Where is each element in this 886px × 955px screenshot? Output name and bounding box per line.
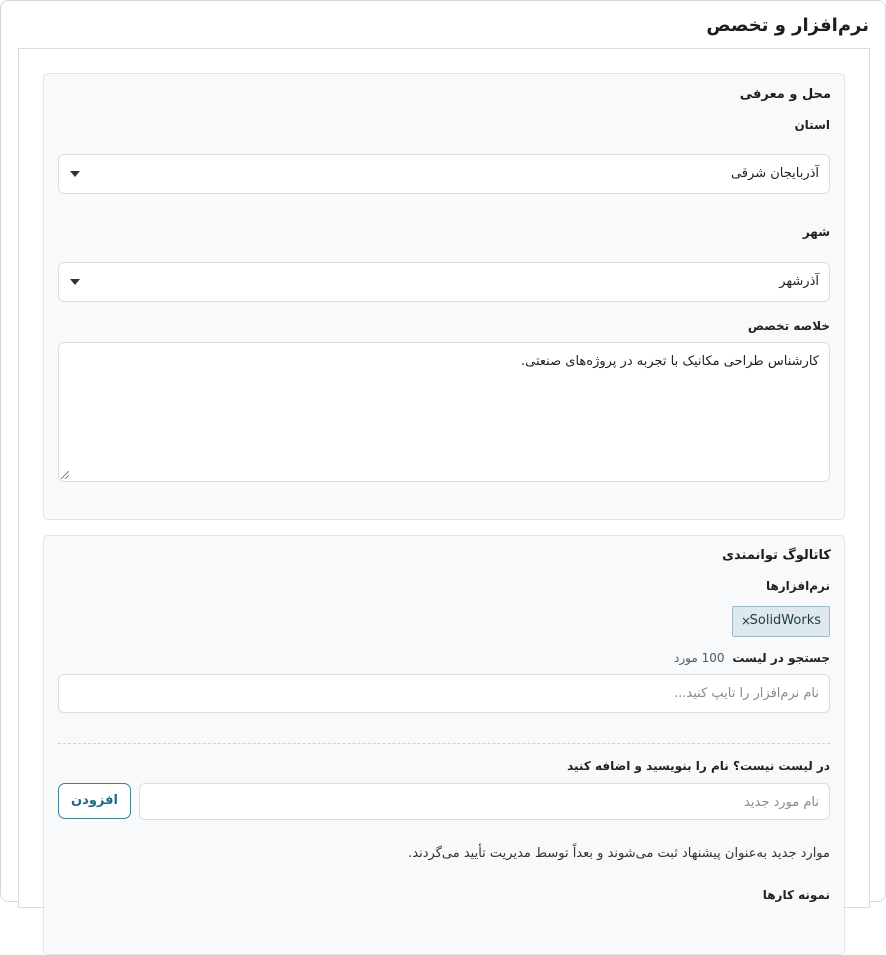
city-value: آذرشهر (779, 274, 819, 289)
location-card (43, 73, 845, 520)
city-label: شهر (802, 225, 830, 239)
search-list-count: 100 مورد (674, 651, 725, 665)
software-chip (732, 606, 830, 637)
catalog-card-title: کاتالوگ توانمندی (722, 548, 831, 563)
new-item-placeholder: نام مورد جدید (744, 795, 819, 810)
software-search-placeholder: نام نرم‌افزار را تایپ کنید... (674, 686, 819, 701)
summary-textarea[interactable] (58, 342, 830, 482)
search-list-label (674, 651, 830, 665)
add-new-label: در لیست نیست؟ نام را بنویسید و اضافه کنید (567, 759, 830, 773)
software-search-input[interactable] (58, 674, 830, 713)
form-container (18, 48, 870, 908)
summary-label: خلاصه تخصص (747, 319, 830, 333)
province-label: استان (794, 118, 830, 132)
page-title: نرم‌افزار و تخصص (706, 15, 869, 36)
caret-down-icon (70, 279, 80, 285)
catalog-card (43, 535, 845, 955)
suggestion-note: موارد جدید به‌عنوان پیشنهاد ثبت می‌شوند و بعداً توسط مدیریت تأیید می‌گردند. (408, 846, 830, 861)
remove-chip-icon[interactable]: × (741, 614, 752, 628)
divider (58, 743, 830, 744)
province-select[interactable] (58, 154, 830, 194)
summary-value: کارشناس طراحی مکانیک با تجربه در پروژه‌های صنعتی. (521, 354, 819, 369)
add-button[interactable]: افزودن (58, 783, 131, 819)
location-card-title: محل و معرفی (739, 87, 831, 102)
software-label: نرم‌افزارها (765, 579, 830, 593)
new-item-input[interactable] (139, 783, 830, 820)
caret-down-icon (70, 171, 80, 177)
search-list-text: جستجو در لیست (732, 651, 830, 665)
province-value: آذربایجان شرقی (730, 166, 819, 181)
city-select[interactable] (58, 262, 830, 302)
portfolio-label: نمونه کارها (762, 888, 830, 902)
software-chip-label: SolidWorks (749, 613, 821, 628)
resize-grip-icon[interactable] (61, 471, 69, 479)
